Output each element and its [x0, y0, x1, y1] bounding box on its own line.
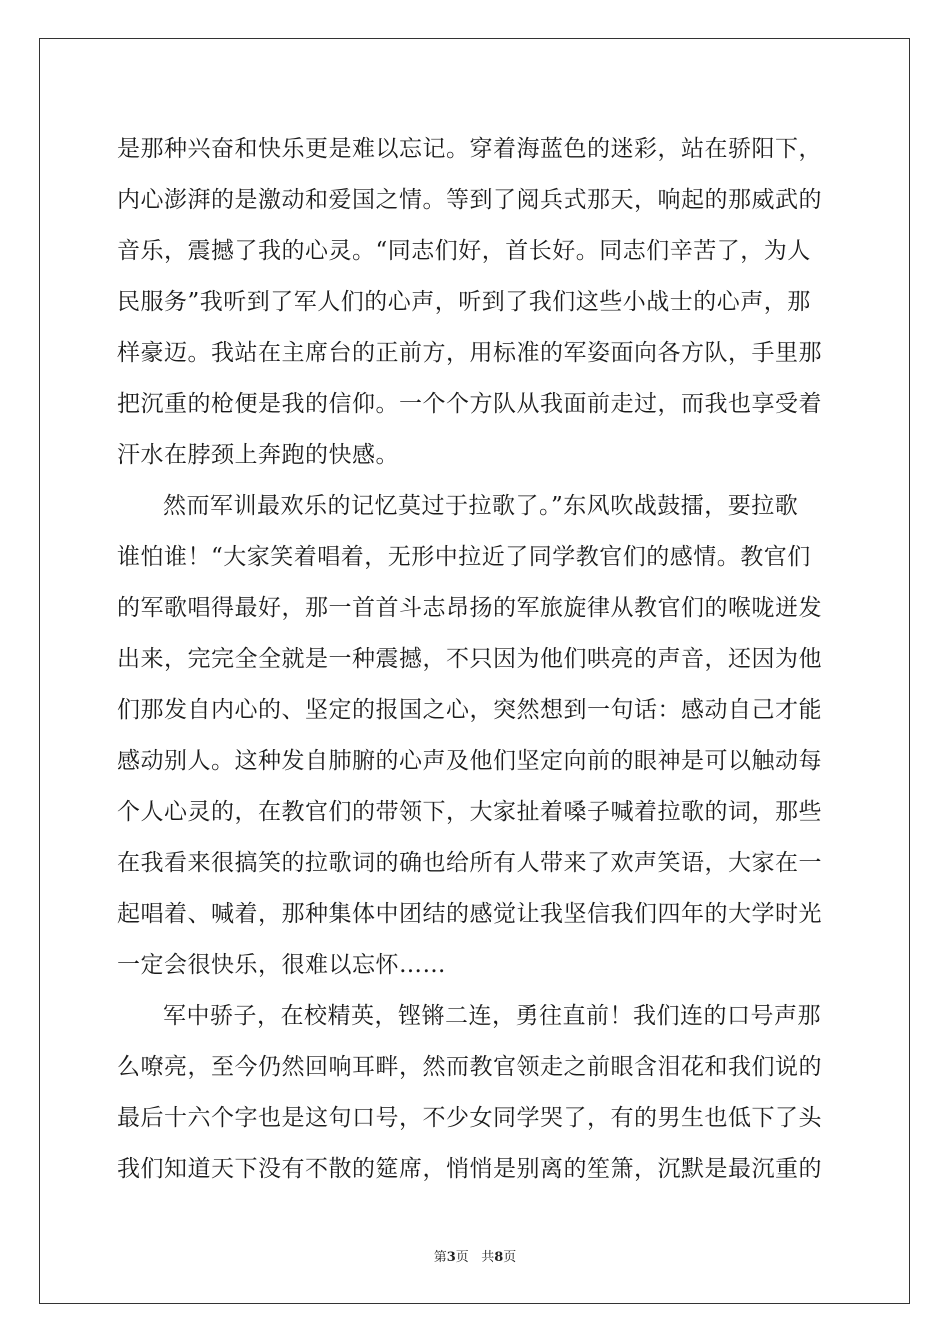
- page-suffix: 页: [455, 1250, 469, 1265]
- text-line: 一定会很快乐，很难以忘怀……: [117, 952, 446, 978]
- total-suffix: 页: [503, 1250, 517, 1265]
- text-line: 在我看来很搞笑的拉歌词的确也给所有人带来了欢声笑语，大家在一: [117, 850, 822, 876]
- text-line: 么嘹亮，至今仍然回响耳畔，然而教官领走之前眼含泪花和我们说的: [117, 1054, 822, 1080]
- text-line: 感动别人。这种发自肺腑的心声及他们坚定向前的眼神是可以触动每: [117, 748, 822, 774]
- text-line: 汗水在脖颈上奔跑的快感。: [117, 442, 399, 468]
- text-line: 最后十六个字也是这句口号，不少女同学哭了，有的男生也低下了头: [117, 1105, 822, 1131]
- text-line: 然而军训最欢乐的记忆莫过于拉歌了。”东风吹战鼓擂，要拉歌: [163, 493, 799, 519]
- text-line: 把沉重的枪便是我的信仰。一个个方队从我面前走过，而我也享受着: [117, 391, 822, 417]
- text-line: 是那种兴奋和快乐更是难以忘记。穿着海蓝色的迷彩，站在骄阳下，: [117, 136, 822, 162]
- total-prefix: 共: [481, 1250, 495, 1265]
- page-number: 3: [446, 1250, 456, 1265]
- text-line: 我们知道天下没有不散的筵席，悄悄是别离的笙箫，沉默是最沉重的: [117, 1156, 822, 1182]
- text-line: 们那发自内心的、坚定的报国之心，突然想到一句话：感动自己才能: [117, 697, 822, 723]
- text-line: 的军歌唱得最好，那一首首斗志昂扬的军旅旋律从教官们的喉咙迸发: [117, 595, 822, 621]
- text-line: 谁怕谁！“大家笑着唱着，无形中拉近了同学教官们的感情。教官们: [117, 544, 811, 570]
- text-line: 内心澎湃的是激动和爱国之情。等到了阅兵式那天，响起的那威武的: [117, 187, 822, 213]
- total-pages: 8: [494, 1250, 504, 1265]
- document-body: [117, 124, 835, 1195]
- text-line: 起唱着、喊着，那种集体中团结的感觉让我坚信我们四年的大学时光: [117, 901, 822, 927]
- text-line: 民服务”我听到了军人们的心声，听到了我们这些小战士的心声，那: [117, 289, 811, 315]
- text-line: 军中骄子，在校精英，铿锵二连，勇往直前！我们连的口号声那: [163, 1003, 821, 1029]
- text-line: 个人心灵的，在教官们的带领下，大家扯着嗓子喊着拉歌的词，那些: [117, 799, 822, 825]
- text-line: 音乐，震撼了我的心灵。“同志们好，首长好。同志们辛苦了，为人: [117, 238, 811, 264]
- text-line: 样豪迈。我站在主席台的正前方，用标准的军姿面向各方队，手里那: [117, 340, 822, 366]
- page-footer: [0, 1250, 950, 1266]
- text-line: 出来，完完全全就是一种震撼，不只因为他们哄亮的声音，还因为他: [117, 646, 822, 672]
- page-prefix: 第: [433, 1250, 447, 1265]
